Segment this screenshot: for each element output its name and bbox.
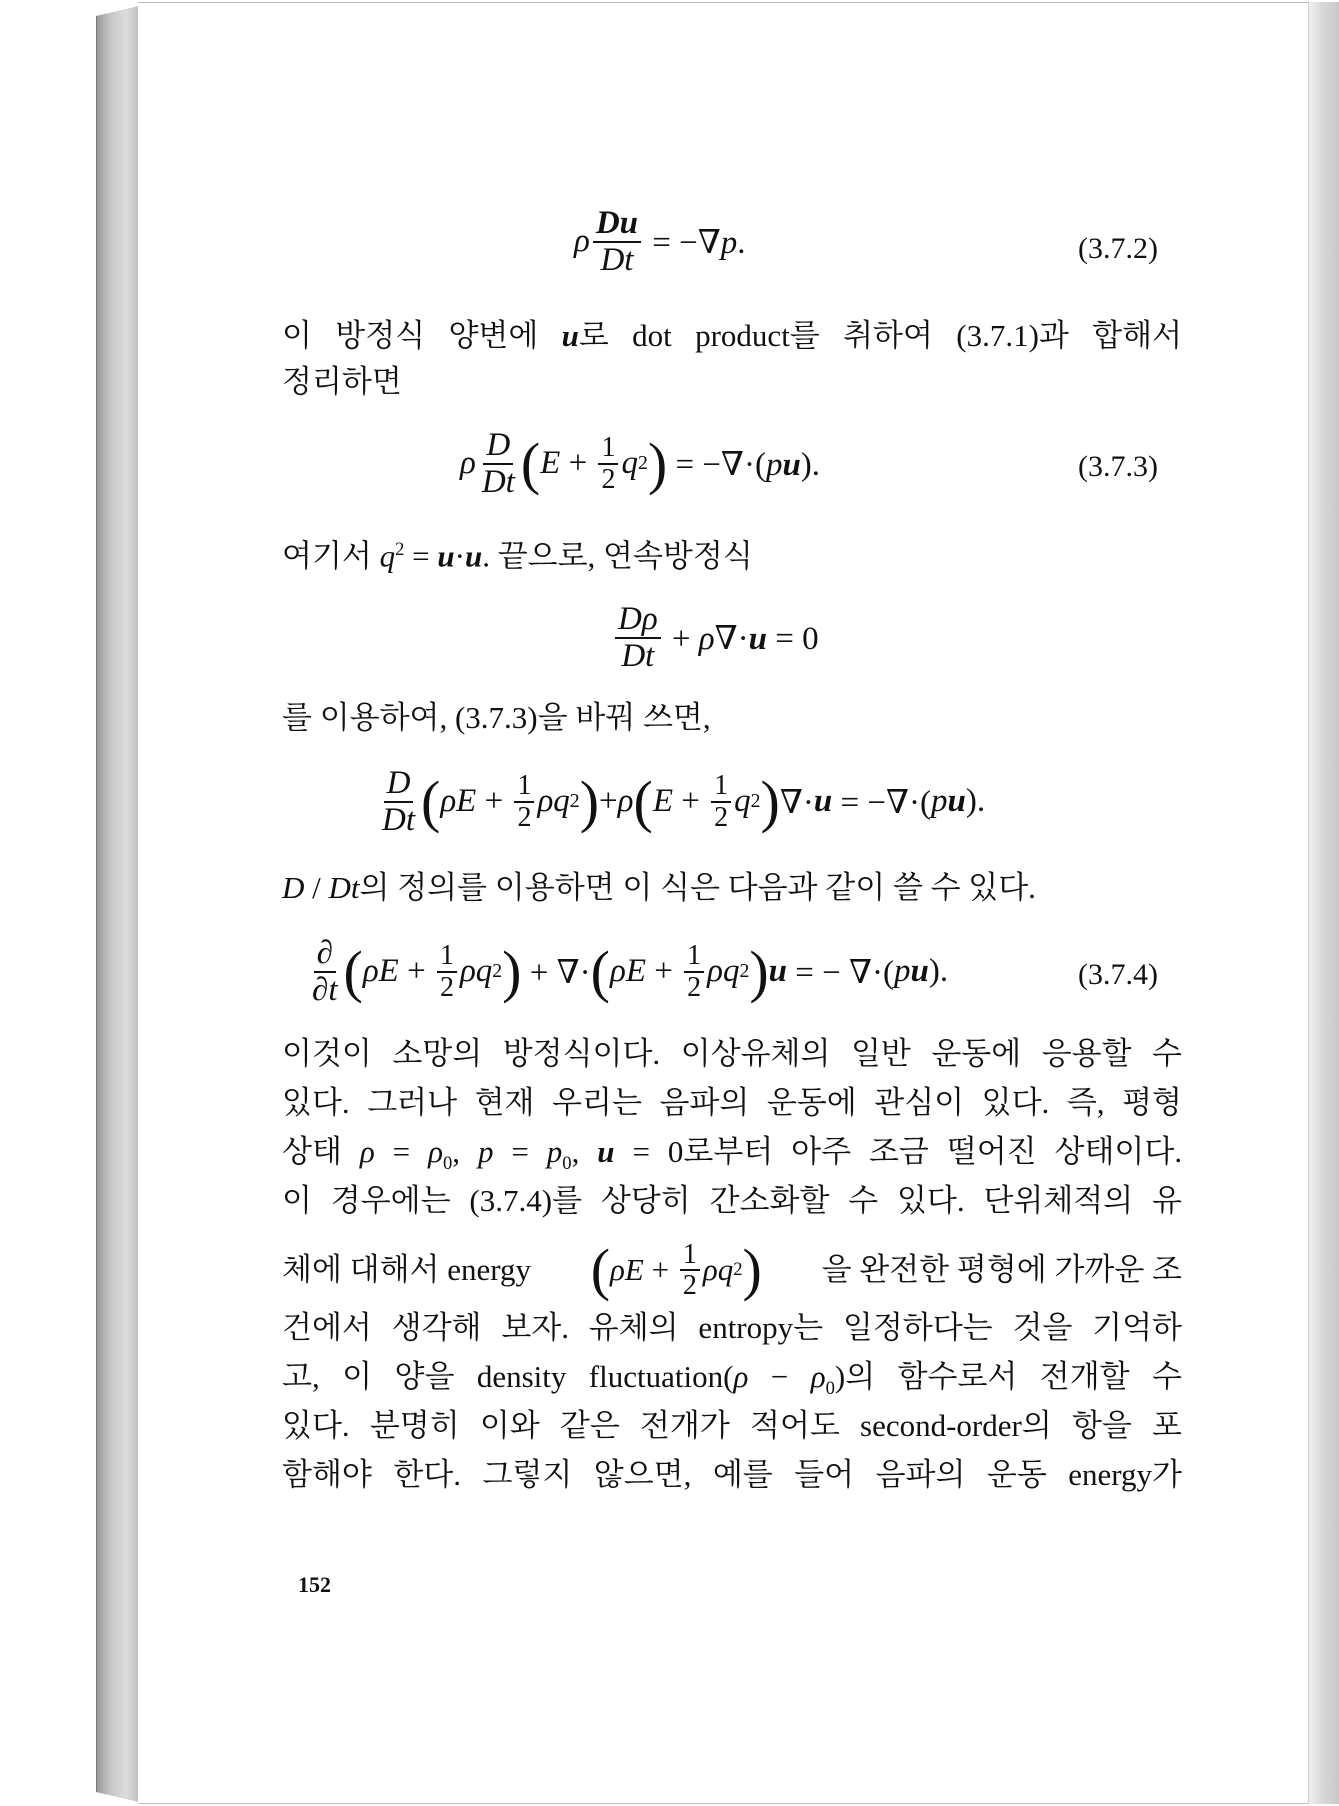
equation-3-7-3: ρ $\frac{D}{Dt}$ ( E + $\frac{1}{2}$ q 2 ) = −∇·(pu). xyxy=(460,427,821,500)
text-line: 이것이 소망의 방정식이다. 이상유체의 일반 운동에 응용할 수 xyxy=(282,1036,1182,1071)
text-line: D / Dt의 정의를 이용하면 이 식은 다음과 같이 쓸 수 있다. xyxy=(282,870,1036,905)
text-line: 있다. 분명히 이와 같은 전개가 적어도 second-order의 항을 포 xyxy=(282,1408,1182,1443)
equation-continuity: $\frac{D\rho}{Dt}$ + ρ∇·u = 0 xyxy=(612,602,819,673)
text-line: 상태 $\rho = \rho_0$, $p = p_0$, u = 0로부터 아주 조금 떨어진 상태이다. xyxy=(282,1134,1183,1175)
text-line: 정리하면 xyxy=(282,364,402,399)
text-line: 고, 이 양을 density fluctuation(ρ − $\rho_0$)의 함수로서 전개할 수 xyxy=(282,1359,1183,1400)
text-line: 를 이용하여, (3.7.3)을 바꿔 쓰면, xyxy=(282,700,711,735)
equation-3-7-2: ρ $\frac{Du}{Dt}$ = −∇p. xyxy=(574,205,746,278)
book-spine xyxy=(96,6,139,1802)
text-line: 이 경우에는 (3.7.4)를 상당히 간소화할 수 있다. 단위체적의 유 xyxy=(282,1183,1182,1218)
text-line: 있다. 그러나 현재 우리는 음파의 운동에 관심이 있다. 즉, 평형 xyxy=(282,1085,1182,1120)
text-line: 건에서 생각해 보자. 유체의 entropy는 일정하다는 것을 기억하 xyxy=(282,1310,1182,1345)
equation-3-7-4: $\frac{\partial}{\partial t}$ ( ρE + $\frac{1}{2}$ ρq 2 ) + ∇· ( ρE + $\frac{1}{2}$ ρq 2 ) u = − ∇·( p u ). xyxy=(312,935,949,1008)
text-line: 함해야 한다. 그렇지 않으면, 예를 들어 음파의 운동 energy가 xyxy=(282,1457,1182,1492)
equation-number: (3.7.2) xyxy=(1078,232,1158,265)
text-line: 여기서 $q^2 = u\cdot u$. 끝으로, 연속방정식 xyxy=(282,538,753,574)
page-edge xyxy=(1308,2,1339,1804)
page-number: 152 xyxy=(298,1572,331,1597)
equation-number: (3.7.4) xyxy=(1078,958,1158,991)
equation-expanded: $\frac{D}{Dt}$ ( ρE + $\frac{1}{2}$ ρq 2 ) + ρ ( E + $\frac{1}{2}$ q 2 ) ∇· u = −∇·( p u ). xyxy=(382,765,986,838)
equation-number: (3.7.3) xyxy=(1078,450,1158,483)
text-line: 체에 대해서 energy ( ρE + $\frac{1}{2}$ ρq 2 ) 을 완전한 평형에 가까운 조 xyxy=(282,1237,1182,1303)
text-line: 이 방정식 양변에 u로 dot product를 취하여 (3.7.1)과 합해서 xyxy=(282,318,1183,353)
